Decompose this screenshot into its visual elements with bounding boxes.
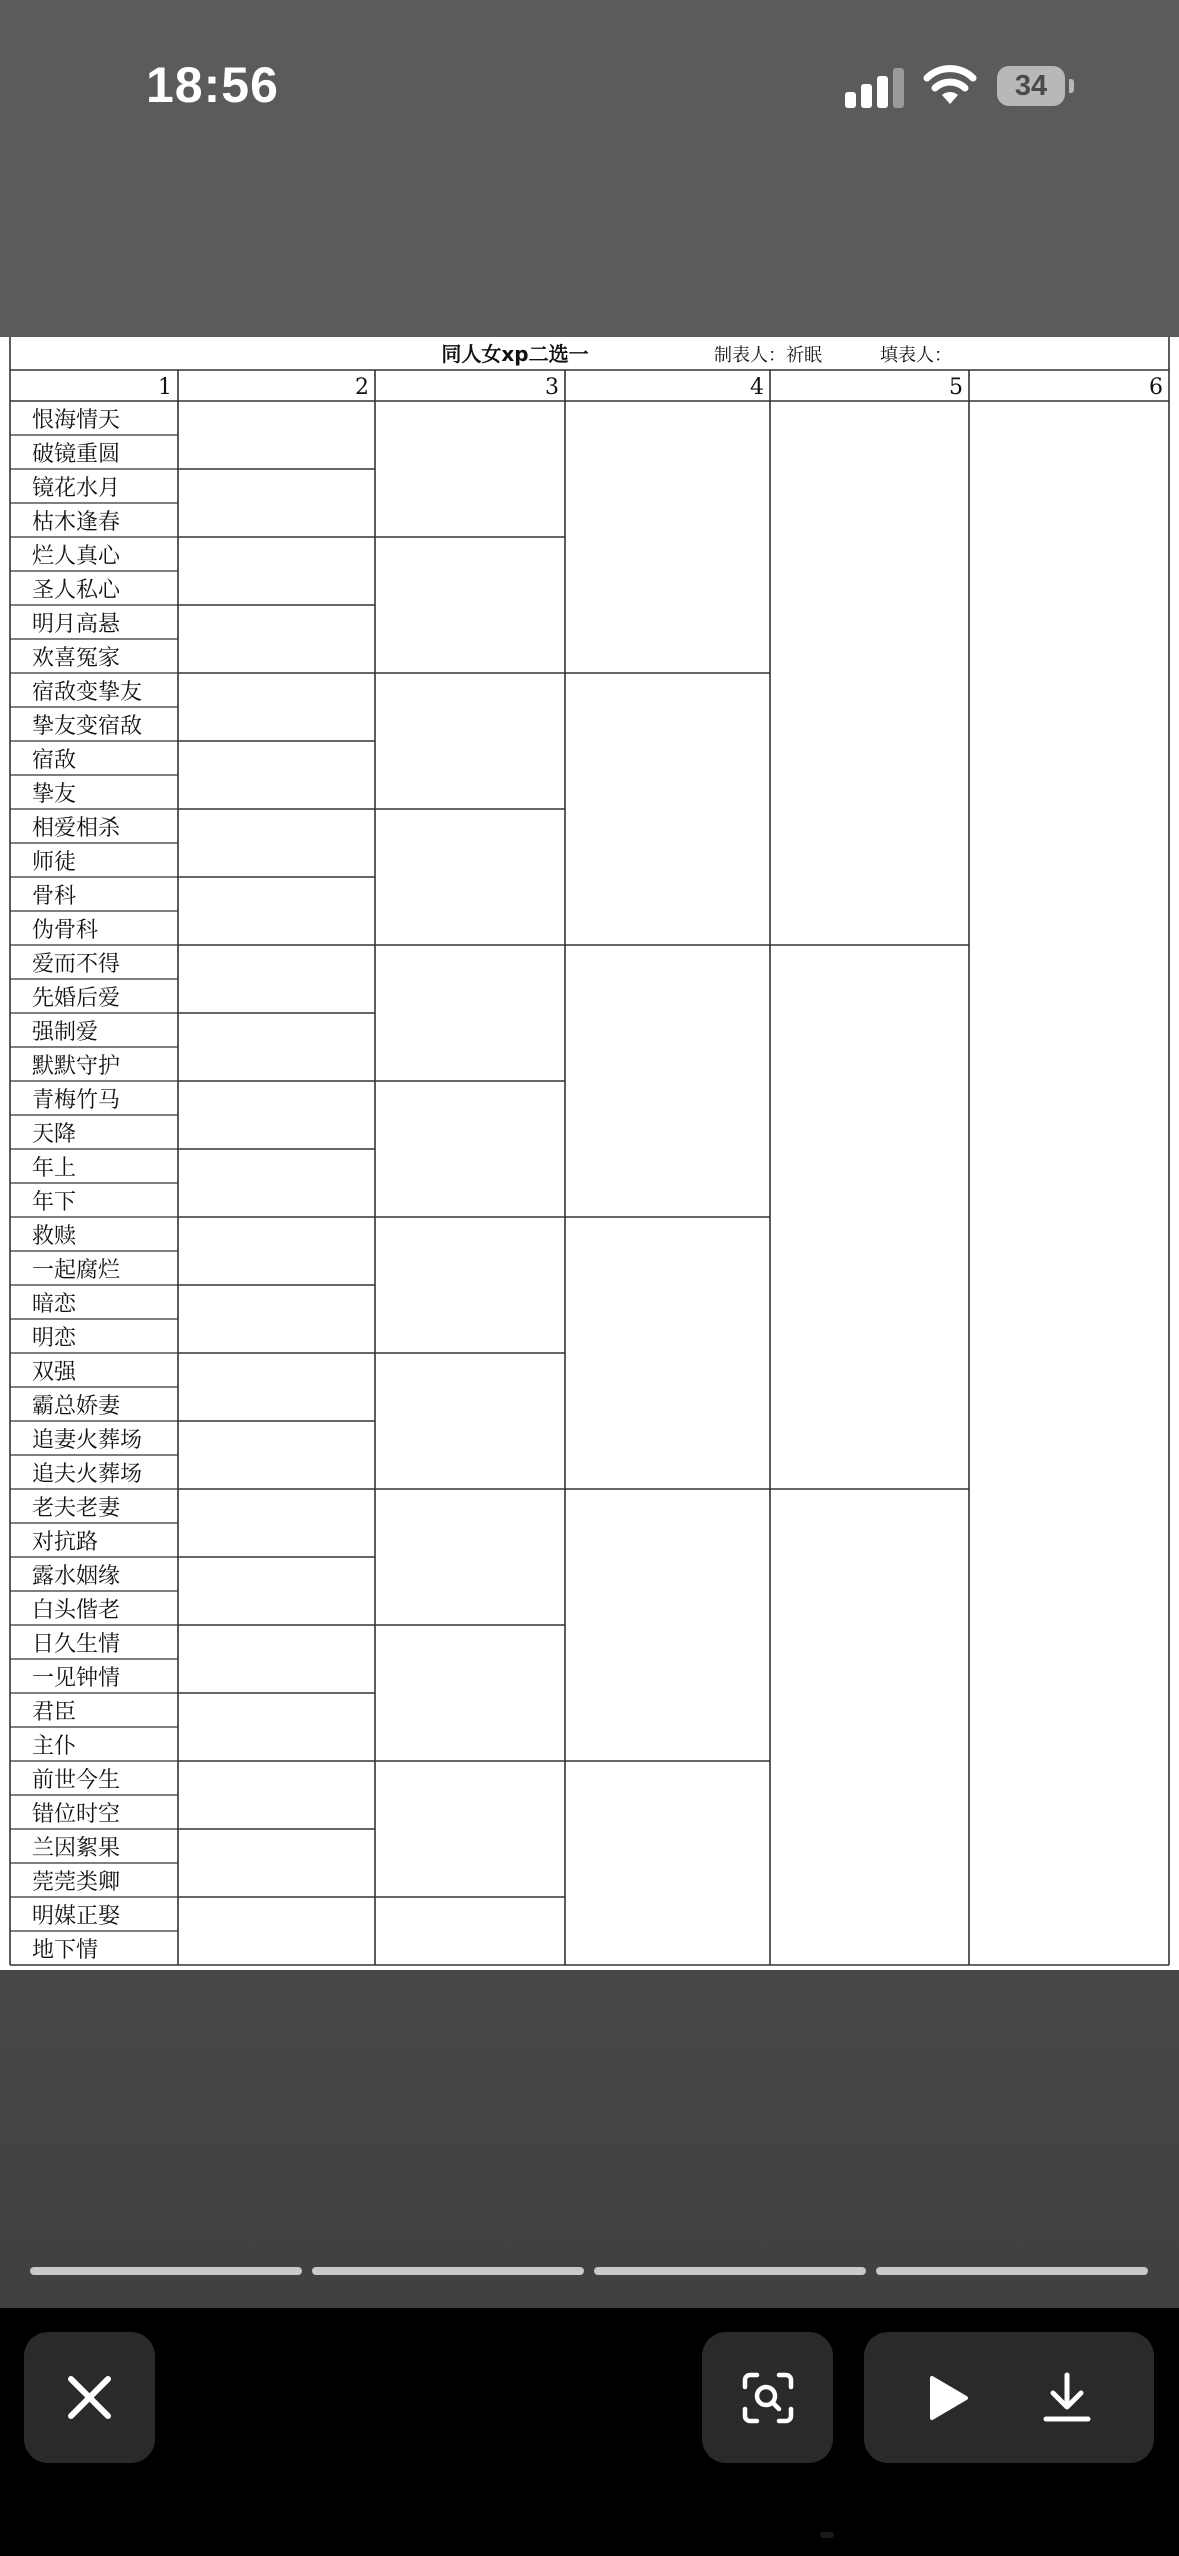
bracket-item: 露水姻缘 xyxy=(32,1564,121,1589)
close-icon xyxy=(67,2375,112,2420)
story-progress-segment xyxy=(594,2267,866,2275)
bracket-item: 前世今生 xyxy=(32,1768,121,1793)
round-header: 1 xyxy=(158,375,172,400)
close-button[interactable] xyxy=(24,2332,155,2463)
signal-icon xyxy=(845,68,907,108)
bracket-item: 师徒 xyxy=(32,850,77,875)
bracket-item: 挚友变宿敌 xyxy=(32,714,143,739)
battery-indicator: 34 xyxy=(997,66,1065,106)
bracket-item: 先婚后爱 xyxy=(32,986,121,1011)
bracket-item: 破镜重圆 xyxy=(32,442,121,467)
bracket-item: 追夫火葬场 xyxy=(32,1462,143,1487)
bracket-item: 双强 xyxy=(32,1360,77,1385)
bracket-item: 圣人私心 xyxy=(32,578,121,603)
bracket-item: 宿敌 xyxy=(32,748,77,773)
bracket-item: 对抗路 xyxy=(32,1530,99,1555)
bracket-item: 相爱相杀 xyxy=(32,816,121,841)
status-bar xyxy=(0,0,1179,175)
play-icon[interactable] xyxy=(926,2374,970,2422)
bracket-item: 青梅竹马 xyxy=(32,1088,121,1113)
filler-label: 填表人： xyxy=(880,345,952,366)
round-header: 5 xyxy=(949,375,963,400)
bracket-item: 挚友 xyxy=(32,782,77,807)
story-progress-segment xyxy=(30,2267,302,2275)
bracket-item: 日久生情 xyxy=(32,1632,121,1657)
round-header: 6 xyxy=(1149,375,1163,400)
bracket-item: 老夫老妻 xyxy=(32,1496,121,1521)
battery-tip xyxy=(1069,79,1074,93)
bracket-item: 一起腐烂 xyxy=(32,1258,121,1283)
bracket-item: 莞莞类卿 xyxy=(32,1870,121,1895)
bracket-item: 欢喜冤家 xyxy=(32,646,121,671)
bracket-item: 爱而不得 xyxy=(32,952,121,977)
bracket-item: 兰因絮果 xyxy=(32,1836,121,1861)
bracket-item: 救赎 xyxy=(32,1224,77,1249)
bracket-item: 追妻火葬场 xyxy=(32,1428,143,1453)
bracket-item: 年上 xyxy=(32,1156,77,1181)
viewer-bottom-area xyxy=(0,1970,1179,2308)
bracket-item: 暗恋 xyxy=(32,1292,77,1317)
story-progress-segment xyxy=(876,2267,1148,2275)
viewer-top-area xyxy=(0,175,1179,337)
bracket-item: 错位时空 xyxy=(32,1802,121,1827)
bracket-item: 伪骨科 xyxy=(32,918,99,943)
bracket-item: 骨科 xyxy=(32,884,77,909)
scan-text-button[interactable] xyxy=(702,2332,833,2463)
bracket-item: 宿敌变挚友 xyxy=(32,680,143,705)
bracket-item: 地下情 xyxy=(32,1938,99,1963)
media-actions xyxy=(864,2332,1154,2463)
bracket-item: 镜花水月 xyxy=(32,476,121,501)
home-indicator xyxy=(820,2532,834,2538)
bracket-item: 默默守护 xyxy=(32,1054,121,1079)
scan-text-icon xyxy=(742,2372,794,2424)
bracket-item: 霸总娇妻 xyxy=(32,1394,121,1419)
status-time: 18:56 xyxy=(146,57,279,113)
bracket-sheet-image[interactable] xyxy=(0,337,1179,1970)
story-progress-segment xyxy=(312,2267,584,2275)
bracket-item: 烂人真心 xyxy=(32,544,121,569)
bracket-item: 明恋 xyxy=(32,1326,77,1351)
bracket-item: 明媒正娶 xyxy=(32,1904,121,1929)
round-header: 4 xyxy=(750,375,764,400)
bracket-item: 枯木逢春 xyxy=(32,510,121,535)
bracket-item: 天降 xyxy=(32,1122,77,1147)
bracket-item: 君臣 xyxy=(32,1700,77,1725)
bracket-table xyxy=(0,337,1179,1970)
bracket-item: 一见钟情 xyxy=(32,1666,121,1691)
maker-label: 制表人：祈眠 xyxy=(714,345,822,366)
sheet-title: 同人女xp二选一 xyxy=(441,342,589,366)
download-icon[interactable] xyxy=(1042,2372,1092,2424)
round-header: 2 xyxy=(355,375,369,400)
bracket-item: 明月高悬 xyxy=(32,612,121,637)
bracket-item: 白头偕老 xyxy=(32,1598,121,1623)
bracket-item: 主仆 xyxy=(32,1734,77,1759)
bracket-item: 年下 xyxy=(32,1190,77,1215)
bracket-item: 恨海情天 xyxy=(32,408,121,433)
wifi-icon xyxy=(922,62,978,106)
round-header: 3 xyxy=(545,375,559,400)
bracket-item: 强制爱 xyxy=(32,1020,99,1045)
